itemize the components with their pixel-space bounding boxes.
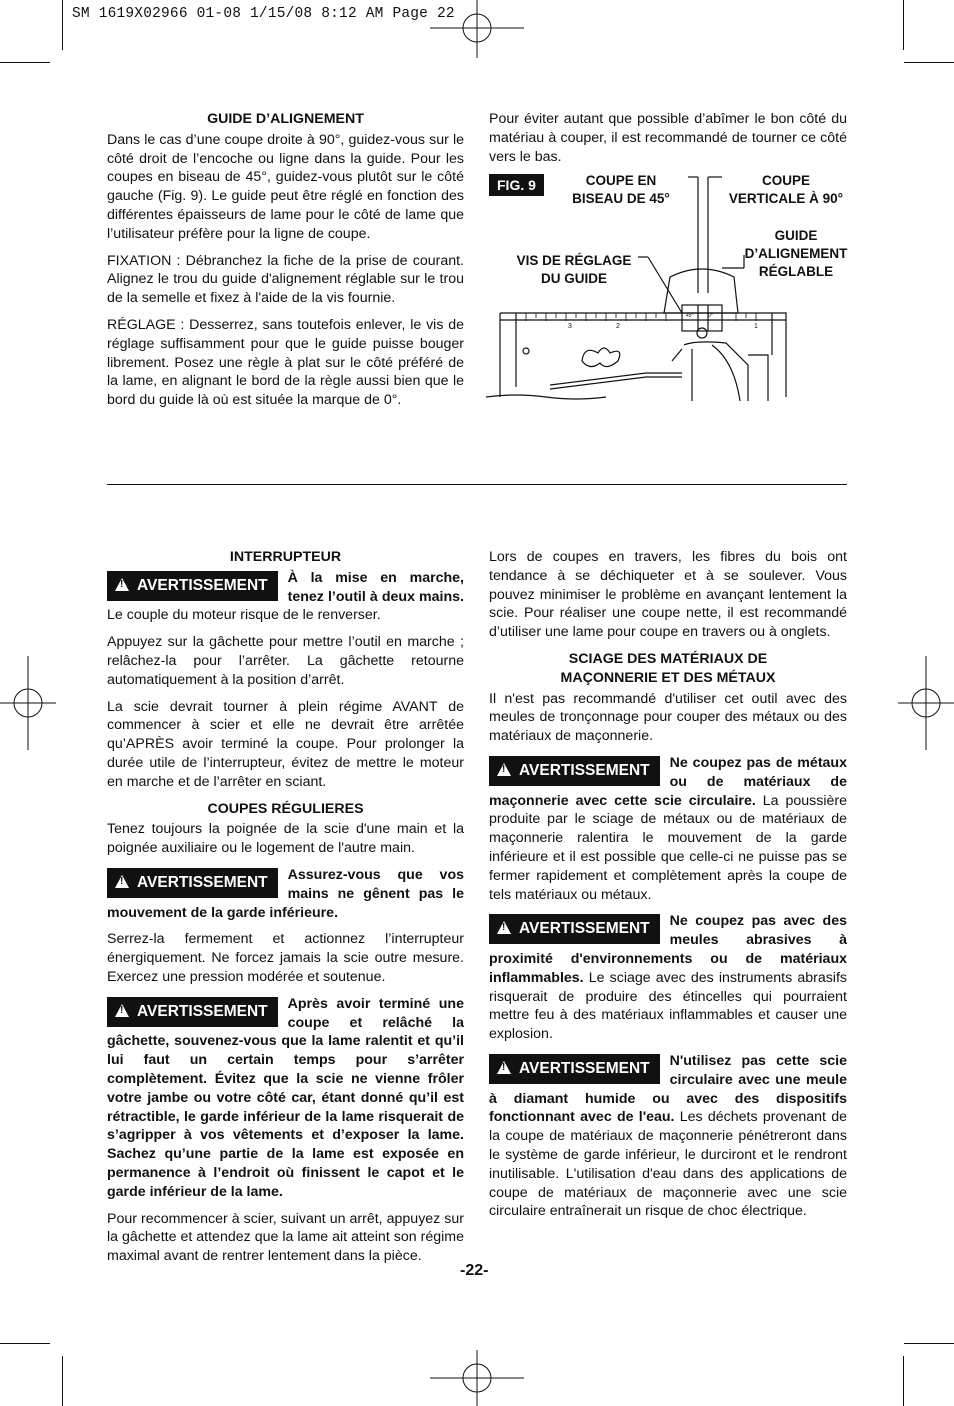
good-side-para: Pour éviter autant que possible d’abîmer le bon côté du matériau à couper, il est recommandé de tourner ce côté vers le bas. [489, 111, 847, 165]
warning-blade-coast [107, 995, 464, 1202]
warning-bold-text: Ne coupez pas de métaux ou de matériaux de maçonnerie avec cette scie circulaire. [489, 754, 847, 809]
masonry-title-1: SCIAGE DES MATÉRIAUX DE [568, 650, 768, 667]
crosscut-para: Lors de coupes en travers, les fibres du bois ont tendance à se déchiqueter et à se soulever. Vous pouvez minimiser le problème en avançant lentement la scie. Pour réaliser une coupe nette, il est recommandé d’utiliser une lame pour coupe en travers ou à onglets. [489, 549, 847, 641]
warning-badge-label: AVERTISSEMENT [519, 1059, 650, 1077]
warning-two-hands [107, 569, 464, 625]
warning-badge-label: AVERTISSEMENT [137, 873, 268, 891]
warning-bold-text: À la mise en marche, tenez l’outil à deux mains. [287, 569, 464, 605]
warning-badge-label: AVERTISSEMENT [137, 576, 268, 594]
scale-tick-2: 2 [616, 323, 620, 330]
vertical-label-line-1: COUPE [761, 173, 810, 188]
warning-triangle-icon [497, 921, 511, 934]
warning-hands-guard [107, 866, 464, 922]
warning-badge [489, 914, 660, 944]
warning-badge-label: AVERTISSEMENT [519, 761, 650, 779]
page-number: -22- [460, 1262, 489, 1279]
regular-cuts-title: COUPES RÉGULIERES [207, 800, 364, 817]
warning-badge-label: AVERTISSEMENT [519, 920, 650, 938]
scale-tick-3: 3 [568, 323, 572, 330]
guide-title: GUIDE D’ALIGNEMENT [207, 111, 364, 127]
screw-label-line-2: DU GUIDE [540, 271, 607, 286]
warning-badge [107, 571, 278, 601]
vertical-label-line-2: VERTICALE À 90° [728, 191, 844, 206]
print-header: SM 1619X02966 01-08 1/15/08 8:12 AM Page 22 [72, 6, 455, 22]
warning-triangle-icon [497, 763, 511, 776]
masonry-para: Il n'est pas recommandé d'utiliser cet outil avec des meules de tronçonnage pour couper des métaux ou des matériaux de maçonnerie. [489, 690, 847, 745]
warning-metal-masonry [489, 754, 847, 904]
firm-grip-para: Serrez-la fermement et actionnez l’interrupteur énergiquement. Ne forcez jamais la scie outre mesure. Exercez une pression modérée et soutenue. [107, 931, 464, 985]
warning-badge [489, 1054, 660, 1084]
warning-text: Les déchets provenant de la coupe de matériaux de maçonnerie pénétreront dans le système de garde inférieur, le durciront et le rendront inutilisable. L'utilisation d'eau dans des applications de coupe de matériaux de maçonnerie avec une scie circulaire entraînerait un risque de choc électrique. [489, 1109, 847, 1220]
switch-title: INTERRUPTEUR [229, 549, 342, 565]
warning-text: Le couple du moteur risque de le renverser. [107, 607, 381, 624]
screw-label-line-1: VIS DE RÉGLAGE [516, 253, 632, 268]
right-column [489, 548, 847, 1229]
bevel-label-line-1: COUPE EN [585, 173, 657, 188]
warning-triangle-icon [115, 875, 129, 888]
warning-text: La poussière produite par le sciage de métaux ou de matériaux de maçonnerie ralentira le mouvement de la garde inférieure et il est possible que celle-ci ne puisse pas se fermer rapidement et complètement après la coupe de tels matériaux ou métaux. [489, 792, 847, 903]
full-speed-para: La scie devrait tourner à plein régime AVANT de commencer à scier et elle ne devrait être arrêtée qu’APRÈS avoir terminé la coupe. Pour prolonger la durée utile de l’interrupteur, évitez de mettre le moteur en marche et de l’arrêter en sciant. [107, 698, 464, 790]
restart-para: Pour recommencer à scier, suivant un arrêt, appuyez sur la gâchette et attendez que la lame ait atteint son régime maximal avant de rentrer lentement dans la pièce. [107, 1210, 464, 1265]
warning-bold-text: Ne coupez pas avec des meules abrasives à proximité d'environnements ou de matériaux inflammables. [489, 913, 847, 986]
trigger-para: Appuyez sur la gâchette pour mettre l’outil en marche ; relâchez-la pour l’arrêter. La gâchette retourne automatiquement à la position d’arrêt. [107, 634, 464, 688]
warning-badge [489, 756, 660, 786]
saw-guide-illustration [486, 165, 802, 401]
mark-45: 45° [686, 313, 694, 319]
hold-para: Tenez toujours la poignée de la scie d'une main et la poignée auxiliaire ou le logement de l'autre main. [107, 821, 464, 857]
warning-triangle-icon [115, 578, 129, 591]
warning-abrasive [489, 912, 847, 1044]
section-divider [107, 484, 847, 485]
warning-text: Le sciage avec des instruments abrasifs risquerait de produire des étincelles qui pourraient mettre feu à des matériaux inflammables et causer une explosion. [489, 969, 847, 1043]
guide-section [107, 110, 464, 418]
guide-label-line-3: RÉGLABLE [758, 264, 834, 279]
warning-badge [107, 868, 278, 898]
left-column [107, 548, 464, 1274]
warning-badge-label: AVERTISSEMENT [137, 1002, 268, 1020]
guide-label-line-2: D’ALIGNEMENT [744, 246, 848, 261]
warning-wet-diamond [489, 1052, 847, 1221]
guide-label-line-1: GUIDE [774, 228, 818, 243]
guide-para-reglage: RÉGLAGE : Desserrez, sans toutefois enlever, le vis de réglage suffisamment pour que le guide puisse bouger librement. Posez une règle à plat sur le côté préféré de la lame, en alignant le bord de la règle aussi bien que le bord du guide là où est située la marque de 0°. [107, 316, 464, 409]
masonry-title-2: MAÇONNERIE ET DES MÉTAUX [560, 669, 776, 686]
warning-triangle-icon [115, 1004, 129, 1017]
warning-bold-text: Assurez-vous que vos mains ne gênent pas le mouvement de la garde inférieure. [107, 866, 464, 921]
warning-bold-text: Après avoir terminé une coupe et relâché la gâchette, souvenez-vous que la lame ralentit et qu’il lui faut un certain temps pour s’arrêter complètement. Évitez que la scie ne vienne frôler votre jambe ou votre côté car, étant donné qu’il est rétractible, le garde inférieur de la lame risquerait de s’agripper à vos vêtements et d’exposer la lame. Sachez qu’une partie de la lame est exposée en permanence à l’endroit où finissent le capot et le garde inférieur de la lame. [107, 995, 464, 1200]
guide-para-fixation: FIXATION : Débranchez la fiche de la prise de courant. Alignez le trou du guide d'alignement réglable sur le trou de la semelle et fixez à l'aide de la vis fournie. [107, 252, 464, 307]
warning-bold-text: N'utilisez pas cette scie circulaire avec une meule à diamant humide ou avec des dispositifs fonctionnant avec de l'eau. [489, 1052, 847, 1126]
warning-badge [107, 997, 278, 1027]
fig-badge: FIG. 9 [489, 174, 544, 196]
mark-0: 0° [708, 313, 713, 319]
bevel-label-line-2: BISEAU DE 45° [572, 191, 670, 206]
guide-para-1: Dans le cas d’une coupe droite à 90°, guidez-vous sur le côté droit de l’encoche ou ligne dans la guide. Pour les coupes en biseau de 45°, guidez-vous plutôt sur le côté gauche (Fig. 9). Le guide peut être réglé en fonction des différentes épaisseurs de lame pour le côté de lame que l’utilisateur préfère pour la ligne de coupe. [107, 131, 464, 242]
scale-tick-1: 1 [754, 323, 758, 330]
warning-triangle-icon [497, 1061, 511, 1074]
